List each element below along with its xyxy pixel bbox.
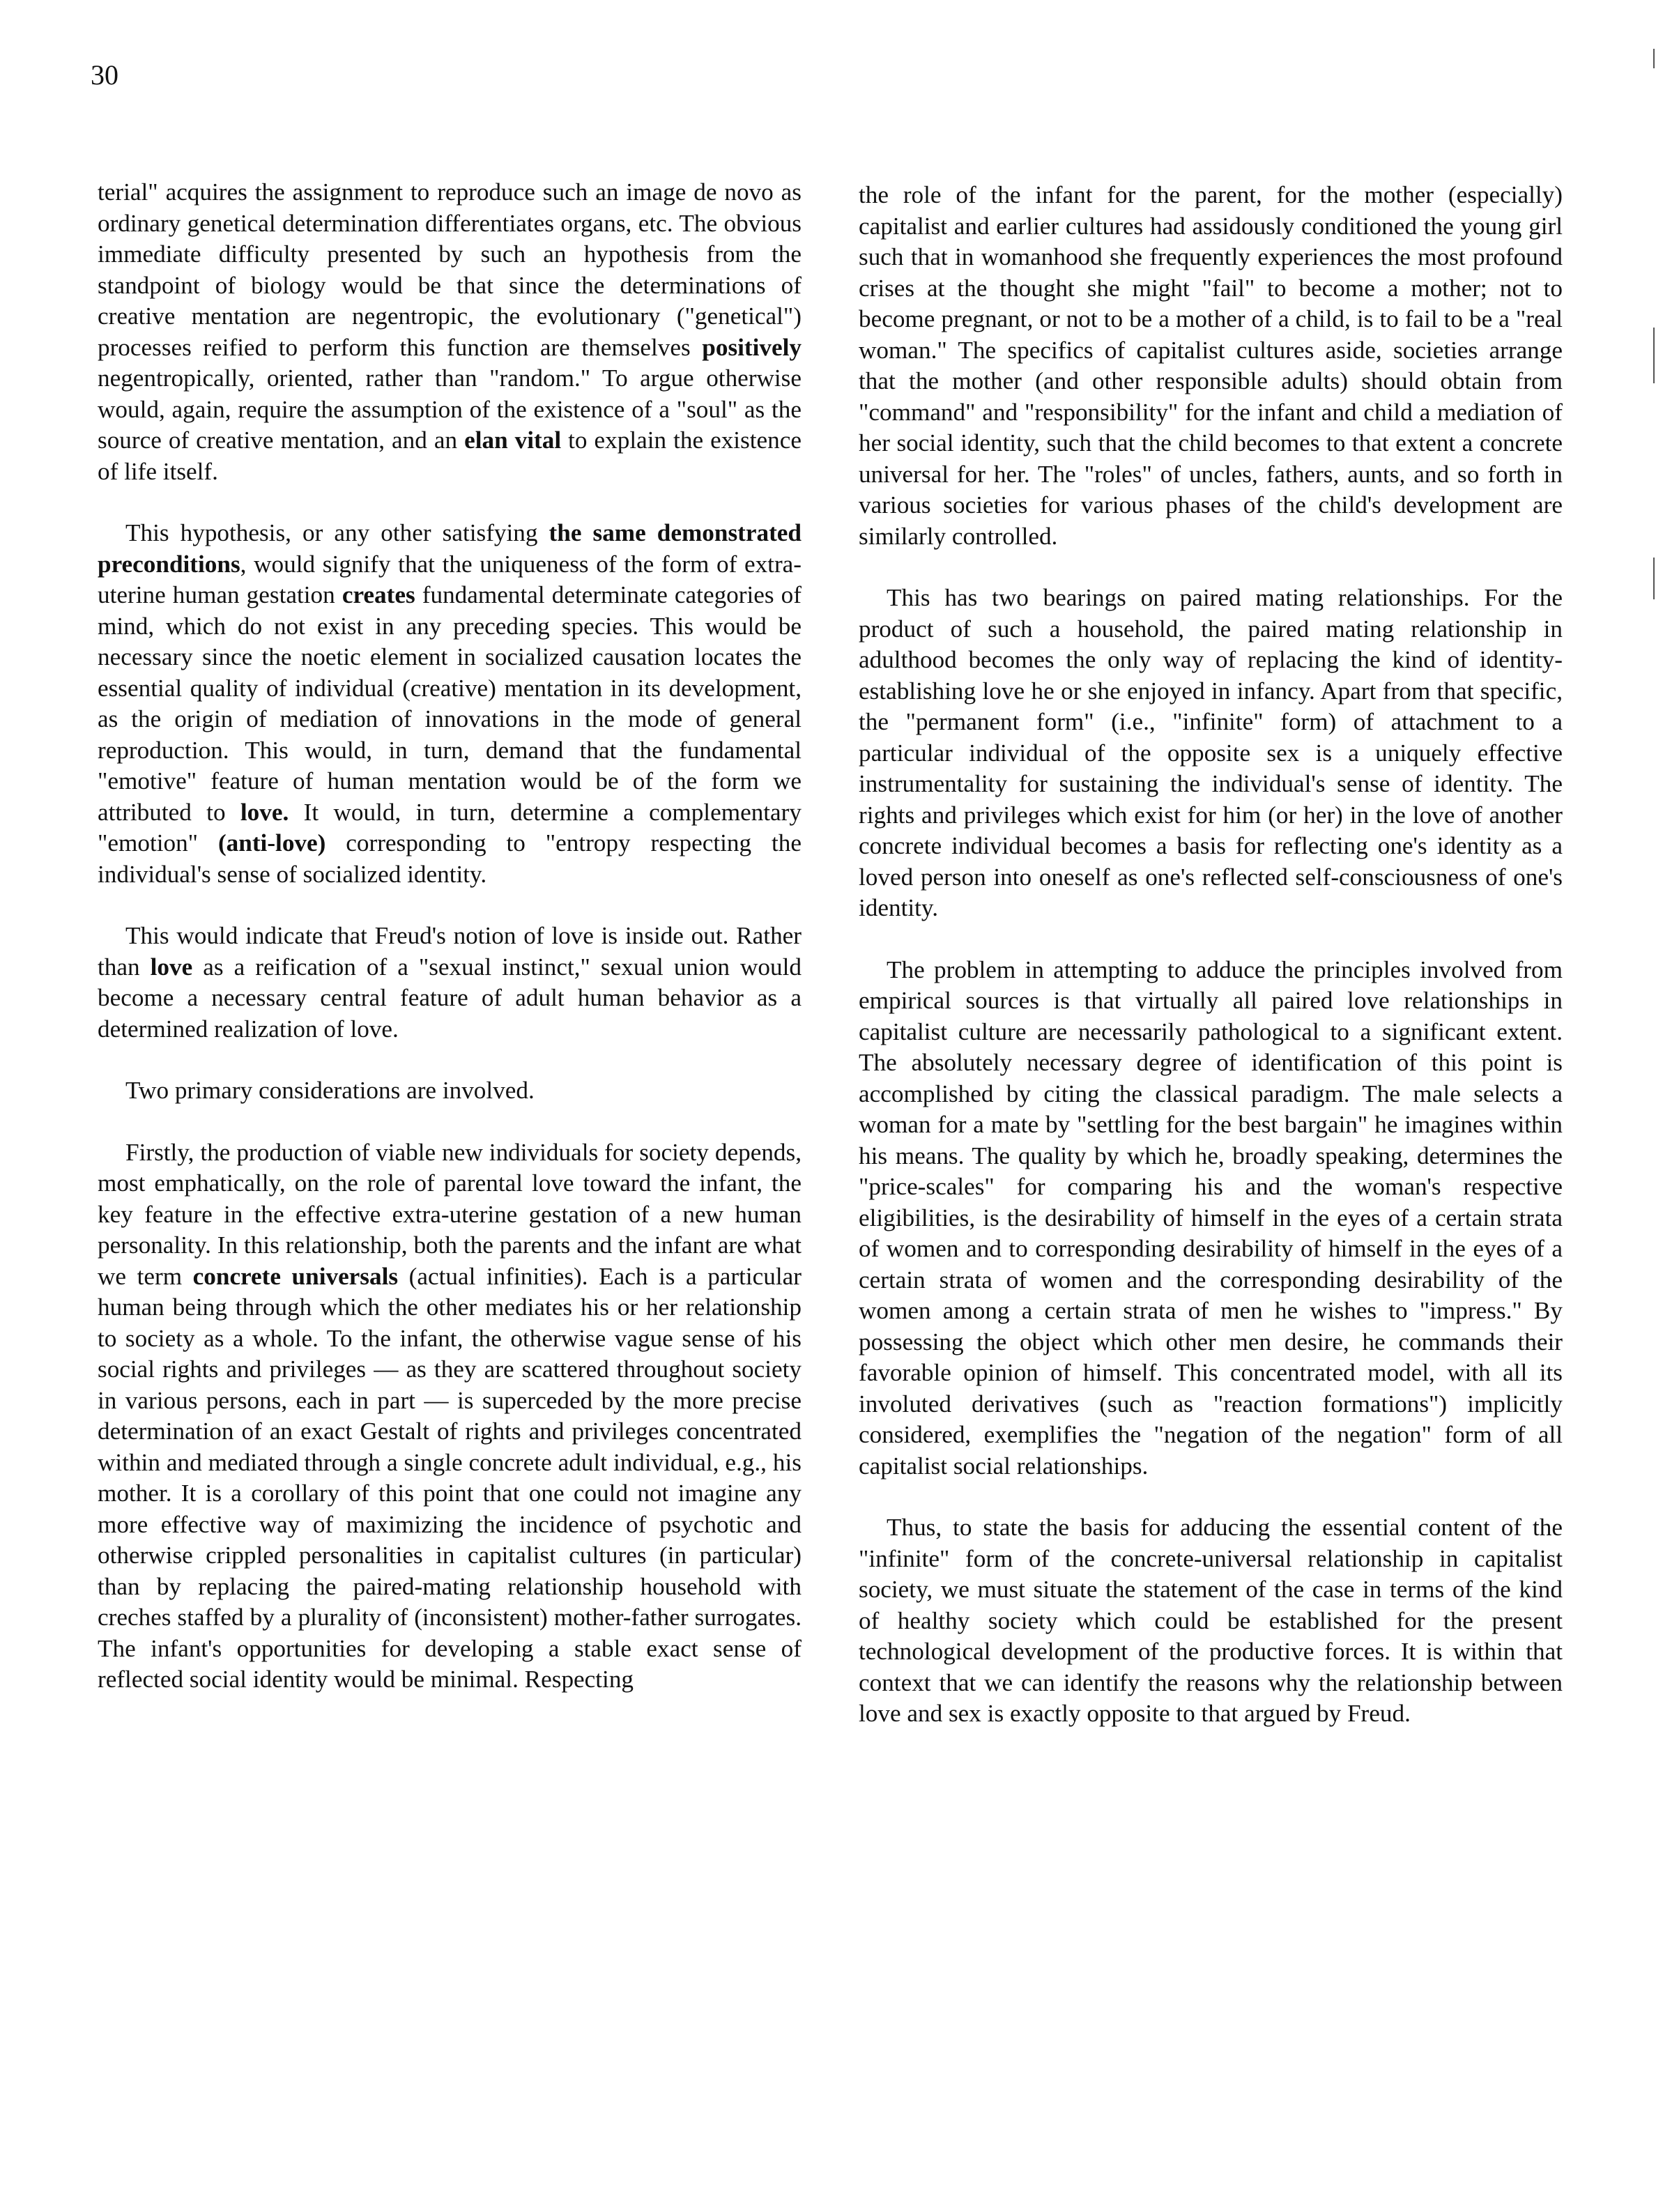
right-paragraph-4: Thus, to state the basis for adducing the essential content of the "infinite" form of the concrete-universal relationship in capitalist society, we must situate the statement of the case in terms of the kind of healthy society which could be established for the present technological development of the productive forces. It is within that context that we can identify the reasons why the relationship between love and sex is exactly opposite to that argued by Freud. <box>859 1514 1563 1727</box>
bold-text: the same demonstrated preconditions <box>98 519 802 578</box>
bold-text: elan vital <box>464 427 562 454</box>
right-paragraph-1: the role of the infant for the parent, for the mother (especially) capitalist and earlier cultures had assidously conditioned the young girl such that in womanhood she frequently experiences the most profound crises at the thought she might "fail" to become a mother; not to become pregnant, or not to be a mother of a child, is to fail to be a "real woman." The specifics of capitalist cultures aside, societies arrange that the mother (and other responsible adults) should obtain from "command" and "responsibility" for the infant and child a mediation of her social identity, such that the child becomes to that extent a concrete universal for her. The "roles" of uncles, fathers, aunts, and so forth in various societies for various phases of the child's development are similarly controlled. <box>859 181 1563 550</box>
page-number: 30 <box>91 59 118 91</box>
text-run: fundamental determinate categories of mind, which do not exist in any preceding species. This would be necessary since the noetic element in socialized causation locates the essential quality of individual (creative) mentation in its development, as the origin of mediation of innovations in the mode of general reproduction. This would, in turn, demand that the fundamental "emotive" feature of human mentation would be of the form we attributed to <box>98 581 802 826</box>
right-paragraph-2: This has two bearings on paired mating relationships. For the product of such a household, the paired mating relationship in adulthood becomes the only way of replacing the kind of identity-establishing love he or she enjoyed in infancy. Apart from that specific, the "permanent form" (i.e., "infinite" form) of attachment to a particular individual of the opposite sex is a uniquely effective instrumentality for sustaining the individual's sense of identity. The rights and privileges which exist for him (or her) in the love of another concrete individual becomes a basis for reflecting one's identity as a loved person into oneself as one's reflected self-consciousness of one's identity. <box>859 584 1563 921</box>
text-run: negentropically, oriented, rather than "random." To argue otherwise would, again, require the assumption of the existence of a "soul" as the source of creative mentation, and an <box>98 364 802 454</box>
left-paragraph-1 <box>98 177 802 487</box>
bold-text: concrete universals <box>192 1262 399 1290</box>
scan-edge-mark <box>1653 558 1655 599</box>
text-run: (actual infinities). Each is a particular human being through which the other mediates his or her relationship to society as a whole. To the infant, the otherwise vague sense of his social rights and privileges — as they are scattered throughout society in various persons, each in part — is superceded by the more precise determination of an exact Gestalt of rights and privileges concentrated within and mediated through a single concrete adult individual, e.g., his mother. It is a corollary of this point that one could not imagine any more effective way of maximizing the incidence of psychotic and otherwise crippled personalities in capitalist cultures (in particular) than by replacing the paired-mating relationship household with creches staffed by a plurality of (inconsistent) mother-father surrogates. The infant's opportunities for developing a stable exact sense of reflected social identity would be minimal. Respecting <box>98 1262 802 1693</box>
text-run: Firstly, the production of viable new individuals for society depends, most emphatically, on the role of parental love toward the infant, the key feature in the effective extra-uterine gestation of a new human personality. In this relationship, both the parents and the infant are what we term <box>98 1138 802 1290</box>
left-column <box>98 177 802 1726</box>
bold-text: creates <box>342 581 415 608</box>
text-run: This hypothesis, or any other satisfying <box>125 519 549 546</box>
right-paragraph-3: The problem in attempting to adduce the principles involved from empirical sources is that virtually all paired love relationships in capitalist culture are necessarily pathological to a significant extent. The absolutely necessary degree of identification of this point is accomplished by citing the classical paradigm. The male selects a woman for a mate by "settling for the best bargain" he imagines within his means. The quality by which he, broadly speaking, determines the "price-scales" for comparing his and the woman's respective eligibilities, is the desirability of himself in the eyes of a certain strata of women and to corresponding desirability of himself in the eyes of a certain strata of women and the corresponding desirability of the women among a certain strata of men he wishes to "impress." By possessing the object which other men desire, he commands their favorable opinion of himself. This concentrated model, with all its involuted derivatives (such as "reaction formations") implicitly considered, exemplifies the "negation of the negation" form of all capitalist social relationships. <box>859 955 1563 1480</box>
scan-edge-mark <box>1653 328 1655 383</box>
bold-text: (anti-love) <box>217 829 326 857</box>
text-run: as a reification of a "sexual instinct," sexual union would become a necessary central feature of adult human behavior as a determined realization of love. <box>98 953 802 1043</box>
bold-text: positively <box>702 333 802 361</box>
left-paragraph-3 <box>98 921 802 1045</box>
left-paragraph-2 <box>98 518 802 890</box>
text-run: This would indicate that Freud's notion of love is inside out. Rather than <box>98 922 802 981</box>
bold-text: love. <box>240 798 289 826</box>
bold-text: love <box>150 953 193 981</box>
text-run: to explain the existence of life itself. <box>98 427 802 485</box>
text-run: corresponding to "entropy respecting the individual's sense of socialized identity. <box>98 829 802 888</box>
text-run: terial" acquires the assignment to reproduce such an image de novo as ordinary genetical determination differentiates organs, etc. The obvious immediate difficulty presented by such an hypothesis from the standpoint of biology would be that since the determinations of creative mentation are negentropic, the evolutionary ("genetical") processes reified to perform this function are themselves <box>98 178 802 361</box>
text-run: It would, in turn, determine a complementary "emotion" <box>98 798 802 857</box>
scan-edge-mark <box>1653 49 1655 68</box>
text-run: , would signify that the uniqueness of the form of extra-uterine human gestation <box>98 550 802 608</box>
left-paragraph-4: Two primary considerations are involved. <box>125 1077 535 1104</box>
left-paragraph-5 <box>98 1137 802 1696</box>
right-column <box>859 180 1563 1760</box>
